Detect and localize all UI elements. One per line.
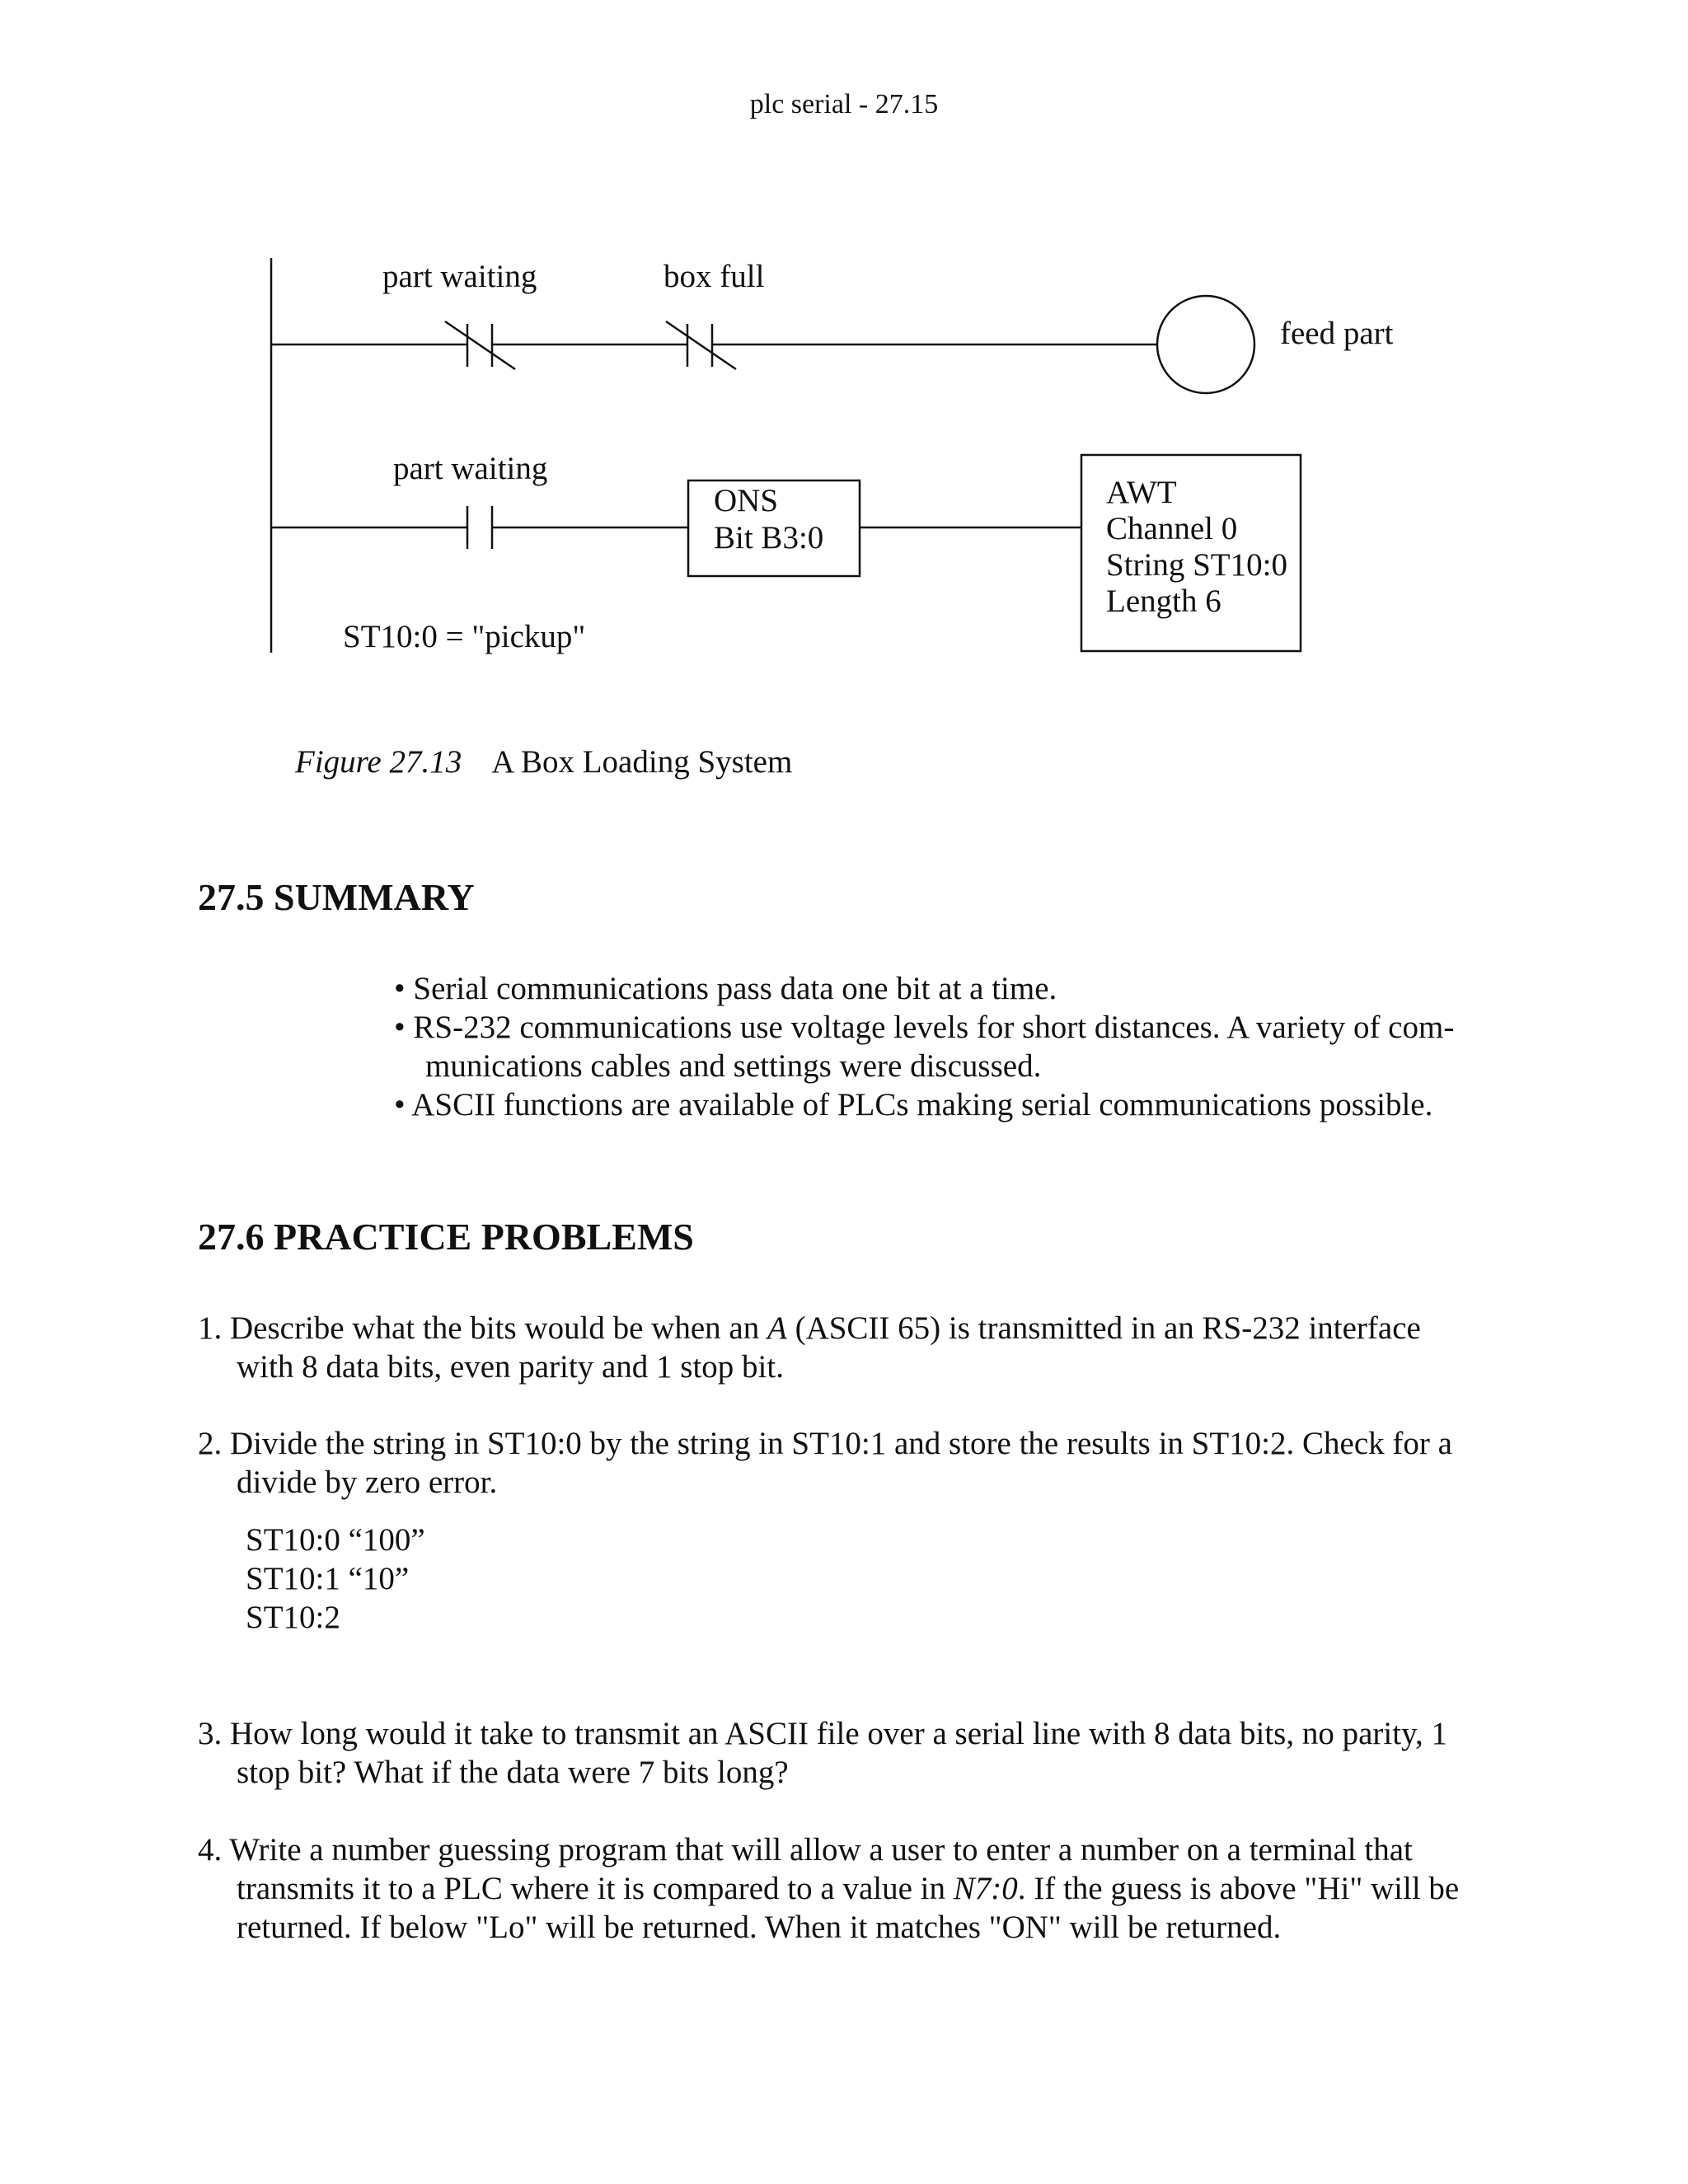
- section-heading-summary: 27.5 SUMMARY: [198, 876, 475, 918]
- p4-text-b: . If the guess is above "Hi" will be: [1017, 1871, 1460, 1906]
- p4-text-a: transmits it to a PLC where it is compared to a value in: [237, 1871, 954, 1906]
- string-note: ST10:0 = "pickup": [343, 619, 586, 654]
- problem-2-code-3: ST10:2: [246, 1600, 340, 1635]
- awt-line-4: Length 6: [1106, 583, 1221, 619]
- problem-4-line-1: 4. Write a number guessing program that will allow a user to enter a number on a terminal that: [198, 1832, 1413, 1868]
- p4-emph: N7:0: [953, 1871, 1018, 1906]
- summary-bullet-2: • RS-232 communications use voltage levels for short distances. A variety of com-: [394, 1010, 1455, 1045]
- problem-2-code-1: ST10:0 “100”: [246, 1522, 425, 1558]
- ladder-diagram: [0, 0, 1688, 676]
- ons-line-1: ONS: [714, 483, 779, 518]
- contact-label-part-waiting-2: part waiting: [393, 451, 548, 486]
- figure-number: Figure 27.13: [295, 744, 462, 780]
- problem-3-line-1: 3. How long would it take to transmit an ASCII file over a serial line with 8 data bits, no parity, 1: [198, 1716, 1448, 1751]
- problem-3-line-2: stop bit? What if the data were 7 bits long?: [237, 1755, 789, 1790]
- problem-4-line-2: [237, 1869, 1459, 1908]
- problem-2-line-2: divide by zero error.: [237, 1465, 498, 1500]
- awt-box-text: [1106, 475, 1287, 620]
- contact-label-part-waiting-1: part waiting: [382, 259, 537, 294]
- awt-line-2: Channel 0: [1106, 511, 1238, 546]
- coil-feed-part: [1157, 296, 1254, 393]
- p1-text-b: (ASCII 65) is transmitted in an RS-232 interface: [786, 1310, 1421, 1346]
- problem-4-line-3: returned. If below "Lo" will be returned. When it matches "ON" will be returned.: [237, 1910, 1282, 1945]
- problem-2-line-1: 2. Divide the string in ST10:0 by the string in ST10:1 and store the results in ST10:2. Check for a: [198, 1426, 1452, 1461]
- p1-emph: A: [767, 1310, 787, 1346]
- figure-caption: [295, 743, 792, 780]
- p1-text-a: 1. Describe what the bits would be when an: [198, 1310, 767, 1346]
- problem-2-code-2: ST10:1 “10”: [246, 1561, 410, 1596]
- summary-bullet-2-cont: munications cables and settings were discussed.: [425, 1048, 1042, 1084]
- summary-bullet-3: • ASCII functions are available of PLCs making serial communications possible.: [394, 1087, 1433, 1122]
- page-header: plc serial - 27.15: [749, 89, 939, 120]
- problem-1-line-1: [198, 1309, 1421, 1347]
- awt-line-3: String ST10:0: [1106, 547, 1287, 583]
- awt-line-1: AWT: [1106, 475, 1177, 510]
- ons-line-2: Bit B3:0: [714, 520, 824, 555]
- contact-label-box-full: box full: [663, 259, 765, 294]
- problem-1-line-2: with 8 data bits, even parity and 1 stop bit.: [237, 1349, 784, 1385]
- figure-title: A Box Loading System: [491, 744, 793, 780]
- summary-bullet-1: • Serial communications pass data one bit at a time.: [394, 971, 1057, 1006]
- ons-box-text: [714, 482, 823, 556]
- section-heading-practice: 27.6 PRACTICE PROBLEMS: [198, 1216, 694, 1258]
- coil-label-feed-part: feed part: [1280, 316, 1394, 351]
